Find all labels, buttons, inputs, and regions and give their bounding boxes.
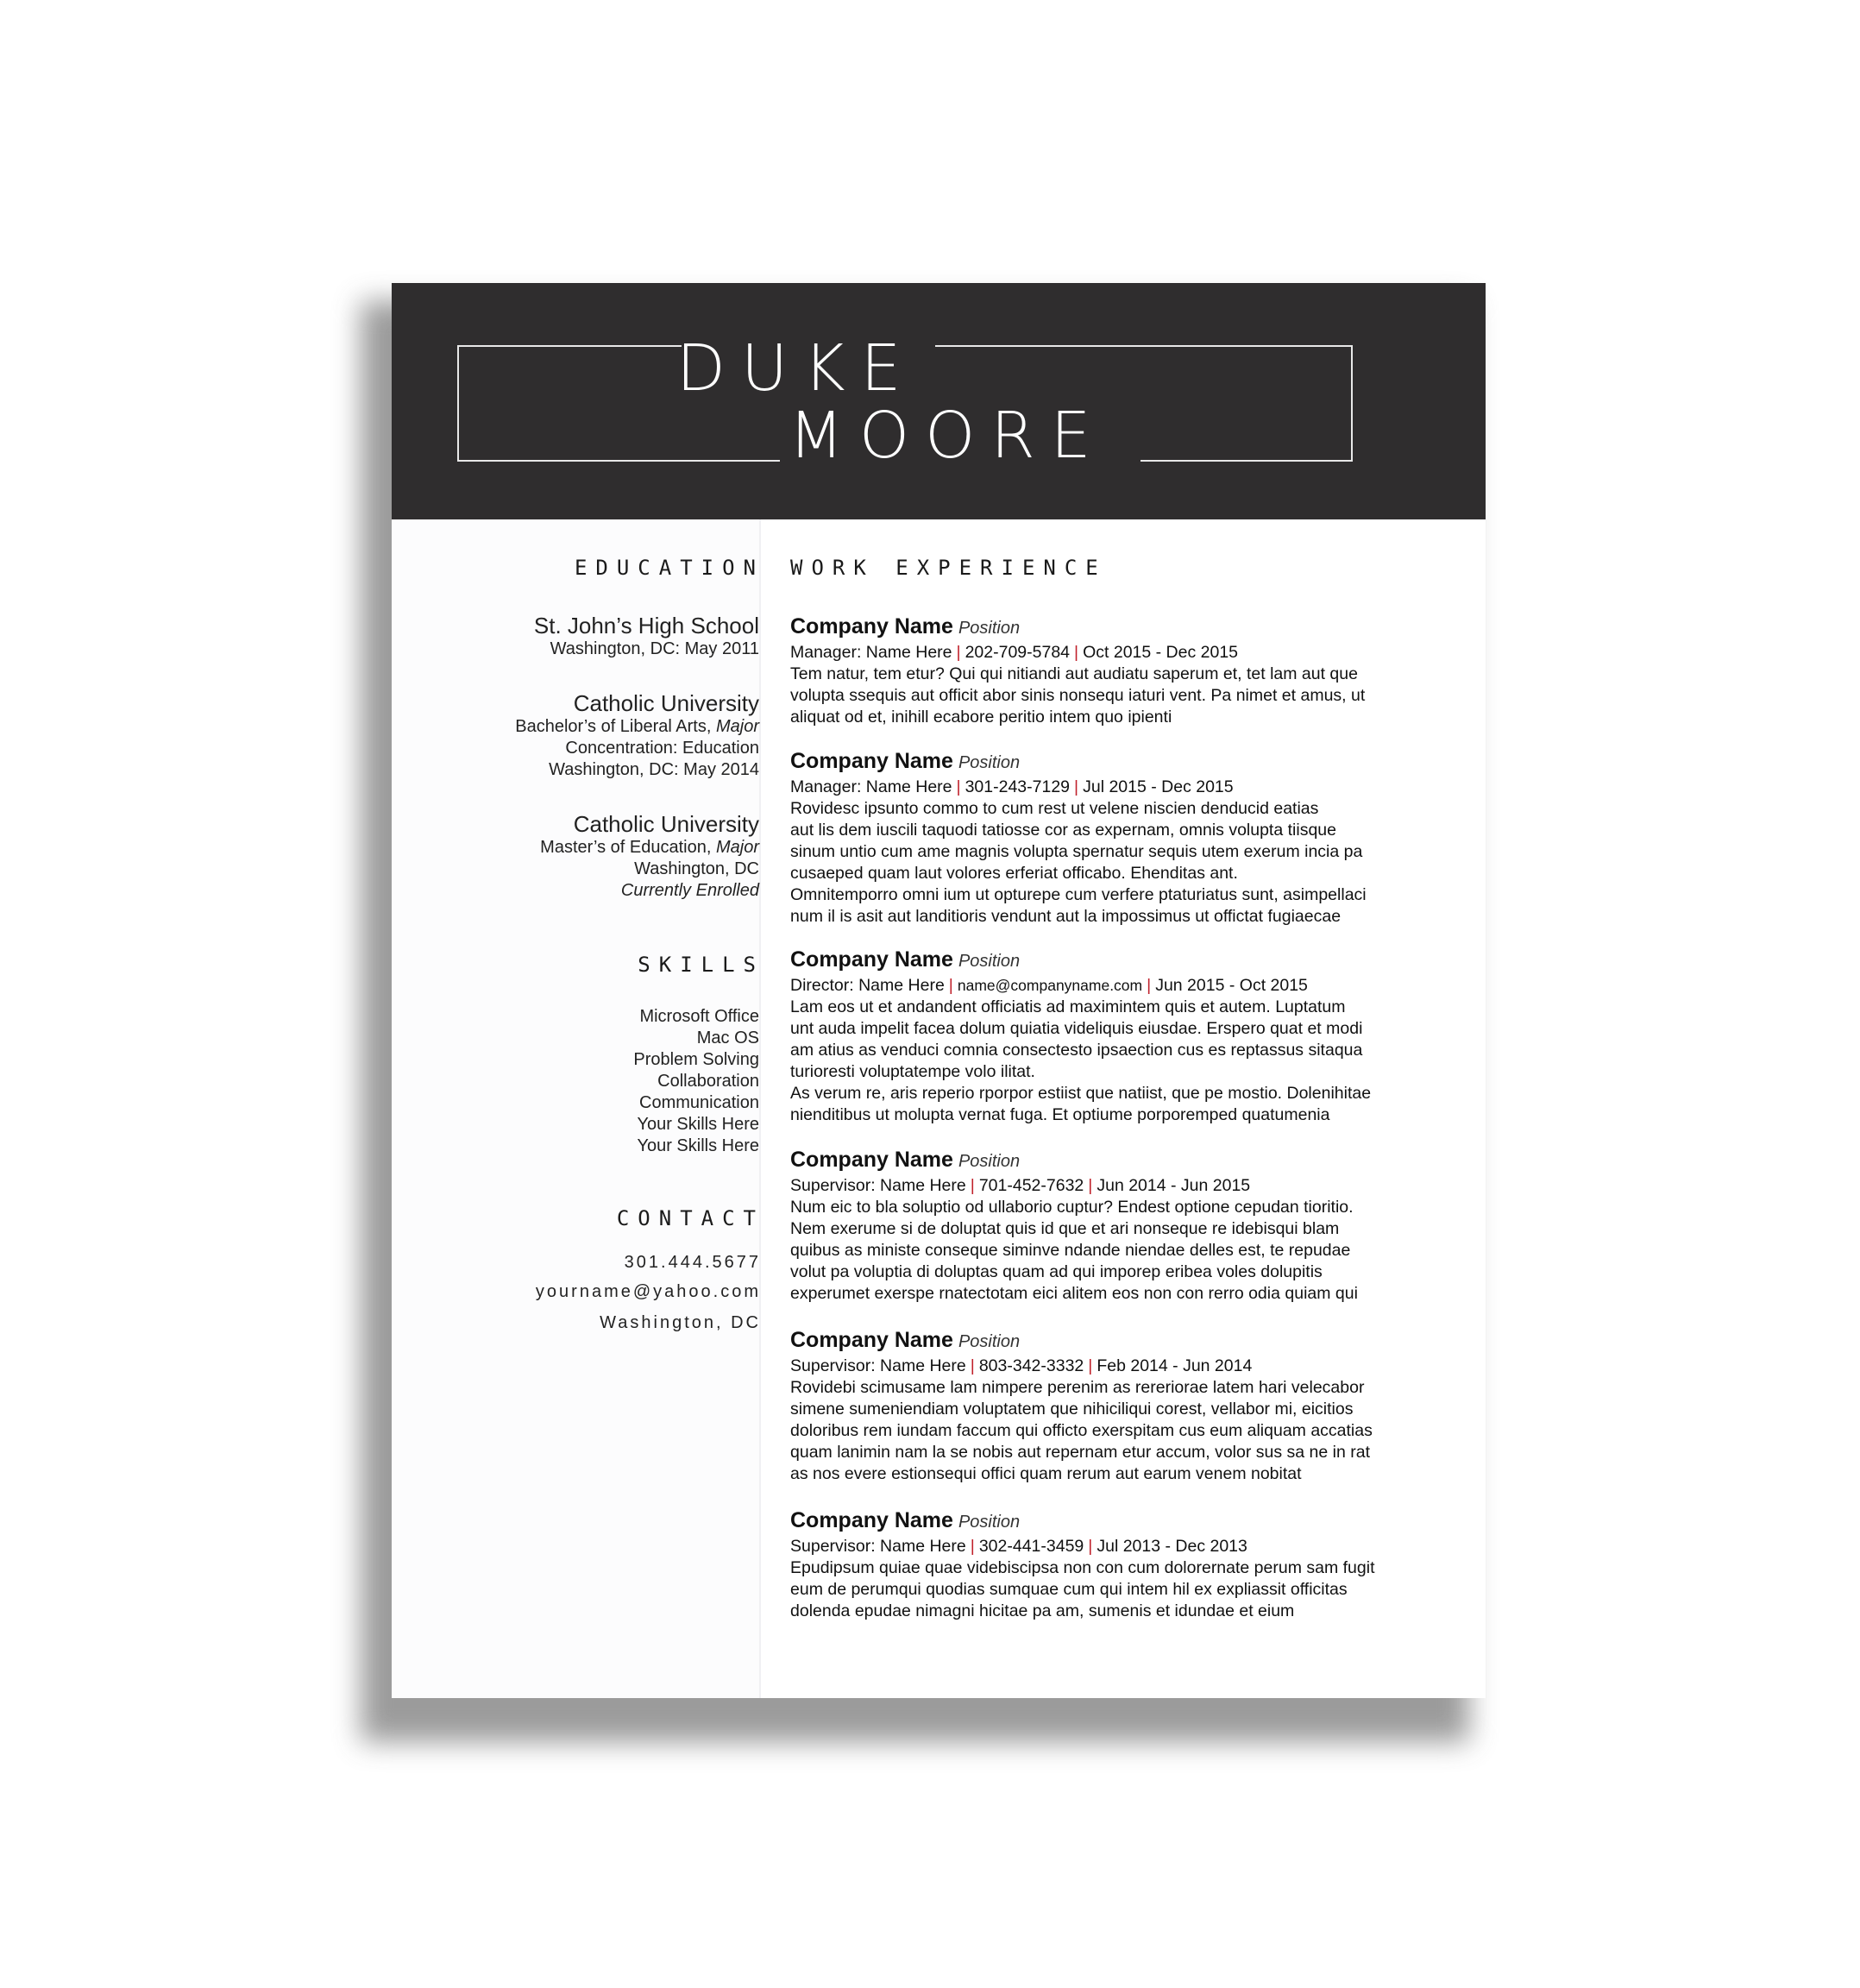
education-detail: Washington, DC: May 2014 bbox=[549, 760, 759, 779]
major: Major bbox=[715, 717, 759, 736]
separator: | bbox=[970, 1356, 975, 1375]
position-title: Position bbox=[958, 1152, 1021, 1171]
company-name: Company Name bbox=[790, 614, 953, 639]
education-entry bbox=[414, 811, 759, 902]
separator: | bbox=[956, 777, 961, 796]
separator: | bbox=[1074, 777, 1079, 796]
job-contact: 301-243-7129 bbox=[965, 777, 1071, 796]
job-meta bbox=[790, 1356, 1446, 1377]
company-line bbox=[790, 1326, 1446, 1356]
separator: | bbox=[1088, 1176, 1093, 1195]
job-meta bbox=[790, 642, 1446, 664]
separator: | bbox=[1147, 976, 1152, 995]
company-line bbox=[790, 1146, 1446, 1175]
job-description: Lam eos ut et andandent officiatis ad maximintem quis et autem. Luptatum unt auda impelit facea dolum quiatia videliquis eiusdae. Erspero quat et modi am atius as venduci comnia consectesto ipsaection cus es reptassus sitaqua turioresti voluptatempe volo ilitat. As verum re, aris reperio rporpor estiist que natiist, que pe mostio. Dolenihitae nienditibus ut molupta vernat fuga. Et optiume porporemped quatumenia bbox=[790, 997, 1372, 1124]
job-dates: Jun 2015 - Oct 2015 bbox=[1155, 976, 1308, 995]
contact-heading: CONTACT bbox=[616, 1206, 764, 1230]
skill-item: Communication bbox=[639, 1093, 759, 1112]
job-description: Rovidebi scimusame lam nimpere perenim as rereriorae latem hari velecabor simene sumeniendiam voluptatem que nihiciliqui corest, vellabor mi, eicitios doloribus rem iundam faccum qui officto exerspitam cus eum aliquam accatias quam lanimin nam la se nobis aut repernam etur accum, volor sus sa ne in rat as nos evere estionsequi offici quam rerum aut earum venem nobitat bbox=[790, 1378, 1373, 1483]
last-name: MOORE bbox=[789, 399, 1107, 473]
education-entry bbox=[414, 690, 759, 781]
school-name: Catholic University bbox=[573, 690, 759, 716]
position-title: Position bbox=[958, 753, 1021, 772]
skill-item: Microsoft Office bbox=[639, 1007, 759, 1026]
job-dates: Feb 2014 - Jun 2014 bbox=[1097, 1356, 1253, 1375]
skills-list bbox=[414, 1006, 759, 1157]
education-detail: Washington, DC: May 2011 bbox=[550, 639, 759, 658]
job-meta bbox=[790, 777, 1446, 798]
separator: | bbox=[956, 643, 961, 662]
name-frame bbox=[1351, 345, 1353, 462]
separator: | bbox=[1088, 1537, 1093, 1556]
job-role: Director: Name Here bbox=[790, 976, 945, 995]
name-frame bbox=[457, 345, 682, 347]
separator: | bbox=[948, 976, 953, 995]
separator: | bbox=[970, 1537, 975, 1556]
job-entry bbox=[790, 946, 1446, 1126]
company-line bbox=[790, 747, 1446, 777]
name-frame bbox=[1141, 460, 1353, 462]
company-name: Company Name bbox=[790, 749, 953, 773]
job-contact: 803-342-3332 bbox=[978, 1356, 1084, 1375]
job-description: Num eic to bla soluptio od ullaborio cuptur? Endest optione cepudan tioritio. Nem exerume si de doluptat quis id que et ari nonseque re idebisqui blam quibus as ministe conseque siminve ndande niendae delles est, te repudae volut pa voluptia di doluptas quam ad qui imporep eribea voles dolupitis experumet exerspe rnatectotam eici alitem eos non con rerro odia quiam qui bbox=[790, 1198, 1358, 1303]
job-entry bbox=[790, 1507, 1446, 1622]
education-detail: Concentration: Education bbox=[565, 739, 759, 758]
education-detail: Washington, DC bbox=[634, 859, 759, 878]
skills-heading: SKILLS bbox=[638, 953, 764, 977]
company-name: Company Name bbox=[790, 947, 953, 972]
skill-item: Problem Solving bbox=[633, 1050, 759, 1069]
job-contact: name@companyname.com bbox=[957, 977, 1143, 994]
job-role: Supervisor: Name Here bbox=[790, 1356, 966, 1375]
degree-line bbox=[414, 716, 759, 738]
work-experience-heading: WORK EXPERIENCE bbox=[790, 556, 1107, 580]
skill-item: Mac OS bbox=[696, 1029, 759, 1047]
skill-item: Your Skills Here bbox=[637, 1115, 759, 1134]
job-contact: 202-709-5784 bbox=[965, 643, 1071, 662]
job-role: Supervisor: Name Here bbox=[790, 1176, 966, 1195]
company-name: Company Name bbox=[790, 1148, 953, 1172]
job-role: Supervisor: Name Here bbox=[790, 1537, 966, 1556]
job-contact: 701-452-7632 bbox=[978, 1176, 1084, 1195]
company-line bbox=[790, 613, 1446, 642]
name-frame bbox=[457, 460, 780, 462]
name-frame bbox=[935, 345, 1353, 347]
job-role: Manager: Name Here bbox=[790, 643, 952, 662]
column-divider bbox=[759, 519, 761, 1698]
separator: | bbox=[1088, 1356, 1093, 1375]
position-title: Position bbox=[958, 1332, 1021, 1351]
job-meta bbox=[790, 975, 1446, 997]
company-name: Company Name bbox=[790, 1328, 953, 1352]
job-description: Epudipsum quiae quae videbiscipsa non con cum dolorernate perum sam fugit eum de perumqui quodias sumquae cum qui intem hil ex expliassit officitas dolenda epudae nimagni hicitae pa am, sumenis et idundae et eium bbox=[790, 1558, 1375, 1620]
job-entry bbox=[790, 1326, 1446, 1485]
degree-line bbox=[414, 837, 759, 859]
job-description: Tem natur, tem etur? Qui qui nitiandi aut audiatu saperum et, tet lam aut que volupta ssequis aut officit abor sinis nonsequ iaturi vent. Pa nimet et amus, ut aliquat od et, inihill ecabore peritio intem quo ipienti bbox=[790, 664, 1366, 727]
contact-email: yourname@yahoo.com bbox=[535, 1282, 761, 1301]
company-line bbox=[790, 1507, 1446, 1536]
education-entry bbox=[414, 613, 759, 660]
job-dates: Oct 2015 - Dec 2015 bbox=[1083, 643, 1239, 662]
job-description: Rovidesc ipsunto commo to cum rest ut velene niscien denducid eatias aut lis dem iuscili taquodi tatiosse cor as expernam, omnis volupta tiisque sinum untio cum ame magnis volupta spernatur sequis utem exerum incia pa cusaeped quam laut volores erferiat officabo. Ehenditas ant. Omnitemporro omni ium ut opturepe cum verfere ptaturiatus sunt, asimpellaci num il is asit aut landitioris vendunt aut la impossimus ut offictat fugiaecae bbox=[790, 799, 1367, 926]
job-dates: Jun 2014 - Jun 2015 bbox=[1097, 1176, 1251, 1195]
job-dates: Jul 2013 - Dec 2013 bbox=[1097, 1537, 1247, 1556]
school-name: Catholic University bbox=[573, 811, 759, 837]
first-name: DUKE bbox=[676, 331, 917, 406]
position-title: Position bbox=[958, 952, 1021, 971]
job-entry bbox=[790, 747, 1446, 928]
job-meta bbox=[790, 1175, 1446, 1197]
contact-phone: 301.444.5677 bbox=[624, 1253, 761, 1272]
school-name: St. John’s High School bbox=[533, 613, 759, 639]
degree: Bachelor’s of Liberal Arts, bbox=[515, 717, 712, 736]
company-line bbox=[790, 946, 1446, 975]
company-name: Company Name bbox=[790, 1508, 953, 1532]
job-role: Manager: Name Here bbox=[790, 777, 952, 796]
job-meta bbox=[790, 1536, 1446, 1557]
job-contact: 302-441-3459 bbox=[978, 1537, 1084, 1556]
skill-item: Your Skills Here bbox=[637, 1136, 759, 1155]
education-heading: EDUCATION bbox=[574, 556, 764, 580]
position-title: Position bbox=[958, 1513, 1021, 1532]
resume-page bbox=[392, 283, 1486, 1698]
job-dates: Jul 2015 - Dec 2015 bbox=[1083, 777, 1234, 796]
resume-header bbox=[392, 283, 1486, 519]
enrollment-status: Currently Enrolled bbox=[620, 881, 759, 900]
major: Major bbox=[715, 838, 759, 857]
name-frame bbox=[457, 345, 459, 399]
job-entry bbox=[790, 1146, 1446, 1305]
degree: Master’s of Education, bbox=[540, 838, 712, 857]
name-frame bbox=[457, 399, 459, 462]
contact-location: Washington, DC bbox=[600, 1313, 761, 1332]
separator: | bbox=[970, 1176, 975, 1195]
job-entry bbox=[790, 613, 1446, 728]
skill-item: Collaboration bbox=[657, 1072, 759, 1091]
separator: | bbox=[1074, 643, 1079, 662]
position-title: Position bbox=[958, 619, 1021, 638]
